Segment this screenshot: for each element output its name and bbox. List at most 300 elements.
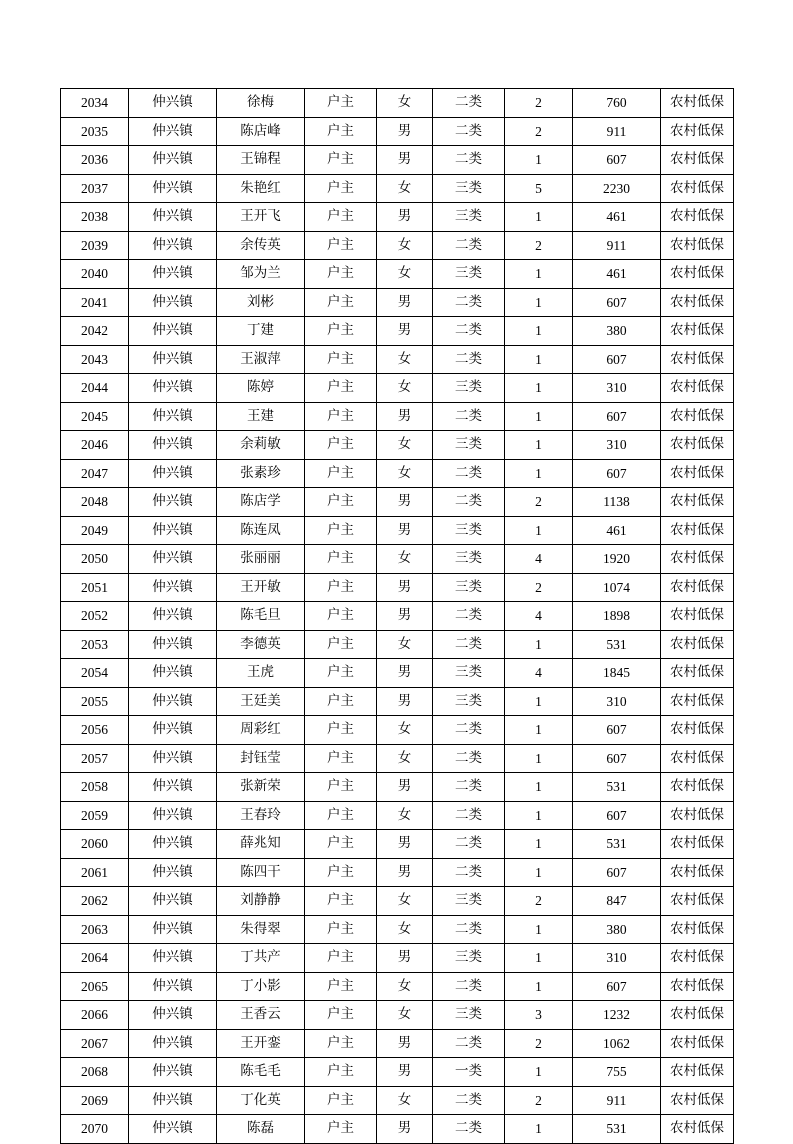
cell-relation: 户主 (305, 374, 377, 403)
cell-id: 2062 (61, 887, 129, 916)
cell-category: 二类 (433, 830, 505, 859)
cell-gender: 男 (377, 659, 433, 688)
cell-name: 陈四干 (217, 858, 305, 887)
cell-gender: 男 (377, 146, 433, 175)
cell-relation: 户主 (305, 317, 377, 346)
cell-id: 2052 (61, 602, 129, 631)
cell-id: 2069 (61, 1086, 129, 1115)
cell-name: 陈店学 (217, 488, 305, 517)
cell-category: 三类 (433, 944, 505, 973)
cell-amount: 607 (573, 744, 661, 773)
table-body (61, 89, 734, 1144)
cell-gender: 男 (377, 573, 433, 602)
cell-count: 4 (505, 602, 573, 631)
cell-town: 仲兴镇 (129, 602, 217, 631)
cell-amount: 607 (573, 801, 661, 830)
cell-category: 二类 (433, 972, 505, 1001)
table-row (61, 1001, 734, 1030)
cell-town: 仲兴镇 (129, 659, 217, 688)
cell-gender: 男 (377, 830, 433, 859)
cell-relation: 户主 (305, 659, 377, 688)
cell-gender: 女 (377, 231, 433, 260)
cell-gender: 女 (377, 89, 433, 118)
table-row (61, 1058, 734, 1087)
cell-id: 2046 (61, 431, 129, 460)
cell-type: 农村低保 (661, 459, 734, 488)
cell-name: 余传英 (217, 231, 305, 260)
cell-amount: 911 (573, 231, 661, 260)
cell-name: 丁共产 (217, 944, 305, 973)
cell-amount: 1062 (573, 1029, 661, 1058)
table-row (61, 516, 734, 545)
cell-name: 朱得翠 (217, 915, 305, 944)
cell-type: 农村低保 (661, 630, 734, 659)
cell-relation: 户主 (305, 1029, 377, 1058)
cell-name: 陈毛毛 (217, 1058, 305, 1087)
cell-gender: 女 (377, 744, 433, 773)
cell-id: 2066 (61, 1001, 129, 1030)
cell-count: 1 (505, 801, 573, 830)
cell-amount: 531 (573, 830, 661, 859)
cell-gender: 男 (377, 402, 433, 431)
cell-category: 二类 (433, 146, 505, 175)
cell-name: 王春玲 (217, 801, 305, 830)
cell-type: 农村低保 (661, 431, 734, 460)
cell-id: 2035 (61, 117, 129, 146)
cell-gender: 女 (377, 972, 433, 1001)
cell-count: 1 (505, 915, 573, 944)
table-row (61, 89, 734, 118)
cell-id: 2041 (61, 288, 129, 317)
cell-name: 陈婷 (217, 374, 305, 403)
cell-amount: 1845 (573, 659, 661, 688)
cell-town: 仲兴镇 (129, 630, 217, 659)
table-row (61, 1086, 734, 1115)
cell-count: 2 (505, 1086, 573, 1115)
cell-relation: 户主 (305, 459, 377, 488)
cell-town: 仲兴镇 (129, 1115, 217, 1144)
cell-name: 陈毛旦 (217, 602, 305, 631)
cell-category: 二类 (433, 630, 505, 659)
cell-amount: 911 (573, 1086, 661, 1115)
cell-id: 2049 (61, 516, 129, 545)
cell-relation: 户主 (305, 801, 377, 830)
cell-type: 农村低保 (661, 1001, 734, 1030)
cell-relation: 户主 (305, 744, 377, 773)
table-row (61, 659, 734, 688)
cell-type: 农村低保 (661, 89, 734, 118)
cell-category: 三类 (433, 545, 505, 574)
cell-id: 2034 (61, 89, 129, 118)
cell-count: 1 (505, 317, 573, 346)
cell-id: 2047 (61, 459, 129, 488)
cell-relation: 户主 (305, 944, 377, 973)
cell-gender: 女 (377, 174, 433, 203)
cell-count: 4 (505, 659, 573, 688)
cell-type: 农村低保 (661, 117, 734, 146)
cell-relation: 户主 (305, 488, 377, 517)
cell-id: 2053 (61, 630, 129, 659)
cell-type: 农村低保 (661, 260, 734, 289)
cell-type: 农村低保 (661, 887, 734, 916)
table-row (61, 231, 734, 260)
cell-gender: 男 (377, 1029, 433, 1058)
cell-name: 王开飞 (217, 203, 305, 232)
cell-amount: 310 (573, 944, 661, 973)
cell-relation: 户主 (305, 1058, 377, 1087)
cell-count: 1 (505, 1058, 573, 1087)
table-row (61, 602, 734, 631)
cell-gender: 男 (377, 602, 433, 631)
cell-town: 仲兴镇 (129, 260, 217, 289)
cell-relation: 户主 (305, 1086, 377, 1115)
cell-count: 1 (505, 345, 573, 374)
cell-amount: 1920 (573, 545, 661, 574)
cell-id: 2055 (61, 687, 129, 716)
cell-gender: 女 (377, 1001, 433, 1030)
cell-category: 二类 (433, 744, 505, 773)
cell-type: 农村低保 (661, 374, 734, 403)
cell-type: 农村低保 (661, 830, 734, 859)
table-row (61, 1115, 734, 1144)
cell-amount: 461 (573, 260, 661, 289)
cell-relation: 户主 (305, 345, 377, 374)
table-row (61, 744, 734, 773)
cell-category: 三类 (433, 516, 505, 545)
cell-id: 2050 (61, 545, 129, 574)
cell-category: 二类 (433, 602, 505, 631)
cell-relation: 户主 (305, 887, 377, 916)
table-row (61, 374, 734, 403)
cell-town: 仲兴镇 (129, 573, 217, 602)
cell-town: 仲兴镇 (129, 1001, 217, 1030)
cell-category: 二类 (433, 801, 505, 830)
cell-category: 三类 (433, 374, 505, 403)
cell-type: 农村低保 (661, 402, 734, 431)
cell-amount: 1232 (573, 1001, 661, 1030)
cell-relation: 户主 (305, 830, 377, 859)
cell-amount: 607 (573, 402, 661, 431)
cell-town: 仲兴镇 (129, 288, 217, 317)
cell-count: 1 (505, 516, 573, 545)
cell-amount: 380 (573, 317, 661, 346)
cell-type: 农村低保 (661, 231, 734, 260)
cell-name: 朱艳红 (217, 174, 305, 203)
cell-town: 仲兴镇 (129, 773, 217, 802)
cell-town: 仲兴镇 (129, 488, 217, 517)
cell-count: 1 (505, 944, 573, 973)
cell-count: 1 (505, 716, 573, 745)
cell-type: 农村低保 (661, 858, 734, 887)
cell-type: 农村低保 (661, 1058, 734, 1087)
cell-count: 1 (505, 459, 573, 488)
cell-town: 仲兴镇 (129, 402, 217, 431)
cell-type: 农村低保 (661, 488, 734, 517)
cell-town: 仲兴镇 (129, 887, 217, 916)
cell-gender: 女 (377, 374, 433, 403)
cell-id: 2067 (61, 1029, 129, 1058)
table-row (61, 830, 734, 859)
cell-town: 仲兴镇 (129, 1058, 217, 1087)
cell-relation: 户主 (305, 260, 377, 289)
table-row (61, 146, 734, 175)
table-row (61, 773, 734, 802)
cell-relation: 户主 (305, 89, 377, 118)
cell-gender: 女 (377, 345, 433, 374)
cell-category: 一类 (433, 1058, 505, 1087)
cell-name: 周彩红 (217, 716, 305, 745)
cell-amount: 380 (573, 915, 661, 944)
cell-count: 1 (505, 744, 573, 773)
cell-count: 1 (505, 630, 573, 659)
cell-relation: 户主 (305, 516, 377, 545)
cell-count: 1 (505, 402, 573, 431)
cell-name: 张新荣 (217, 773, 305, 802)
cell-category: 二类 (433, 317, 505, 346)
cell-gender: 女 (377, 459, 433, 488)
table-row (61, 288, 734, 317)
cell-type: 农村低保 (661, 744, 734, 773)
cell-amount: 607 (573, 459, 661, 488)
cell-relation: 户主 (305, 972, 377, 1001)
cell-name: 徐梅 (217, 89, 305, 118)
cell-count: 1 (505, 858, 573, 887)
cell-count: 1 (505, 431, 573, 460)
cell-relation: 户主 (305, 858, 377, 887)
cell-relation: 户主 (305, 630, 377, 659)
cell-town: 仲兴镇 (129, 858, 217, 887)
beneficiary-table (60, 88, 734, 1144)
cell-count: 4 (505, 545, 573, 574)
table-row (61, 887, 734, 916)
cell-town: 仲兴镇 (129, 1029, 217, 1058)
cell-type: 农村低保 (661, 972, 734, 1001)
cell-relation: 户主 (305, 231, 377, 260)
cell-gender: 女 (377, 260, 433, 289)
cell-type: 农村低保 (661, 545, 734, 574)
cell-relation: 户主 (305, 174, 377, 203)
cell-count: 1 (505, 687, 573, 716)
table-row (61, 687, 734, 716)
cell-name: 封钰莹 (217, 744, 305, 773)
cell-name: 陈连凤 (217, 516, 305, 545)
table-row (61, 858, 734, 887)
cell-id: 2060 (61, 830, 129, 859)
cell-town: 仲兴镇 (129, 972, 217, 1001)
cell-gender: 女 (377, 887, 433, 916)
cell-count: 1 (505, 773, 573, 802)
cell-gender: 男 (377, 1058, 433, 1087)
table-row (61, 488, 734, 517)
cell-name: 薛兆知 (217, 830, 305, 859)
cell-type: 农村低保 (661, 345, 734, 374)
cell-amount: 1138 (573, 488, 661, 517)
cell-amount: 760 (573, 89, 661, 118)
cell-amount: 310 (573, 374, 661, 403)
cell-relation: 户主 (305, 288, 377, 317)
cell-relation: 户主 (305, 431, 377, 460)
cell-amount: 755 (573, 1058, 661, 1087)
cell-town: 仲兴镇 (129, 345, 217, 374)
cell-gender: 女 (377, 545, 433, 574)
cell-count: 1 (505, 288, 573, 317)
cell-amount: 607 (573, 858, 661, 887)
cell-town: 仲兴镇 (129, 687, 217, 716)
table-row (61, 117, 734, 146)
cell-type: 农村低保 (661, 146, 734, 175)
cell-name: 刘静静 (217, 887, 305, 916)
table-row (61, 716, 734, 745)
cell-count: 2 (505, 887, 573, 916)
cell-category: 二类 (433, 858, 505, 887)
cell-relation: 户主 (305, 773, 377, 802)
cell-town: 仲兴镇 (129, 545, 217, 574)
cell-relation: 户主 (305, 915, 377, 944)
cell-category: 二类 (433, 716, 505, 745)
cell-category: 二类 (433, 915, 505, 944)
cell-type: 农村低保 (661, 659, 734, 688)
cell-id: 2042 (61, 317, 129, 346)
cell-category: 三类 (433, 887, 505, 916)
cell-id: 2036 (61, 146, 129, 175)
cell-relation: 户主 (305, 203, 377, 232)
cell-name: 王廷美 (217, 687, 305, 716)
table-row (61, 545, 734, 574)
cell-amount: 1898 (573, 602, 661, 631)
cell-gender: 男 (377, 858, 433, 887)
cell-name: 丁建 (217, 317, 305, 346)
cell-category: 二类 (433, 488, 505, 517)
table-row (61, 345, 734, 374)
cell-id: 2059 (61, 801, 129, 830)
cell-town: 仲兴镇 (129, 146, 217, 175)
cell-name: 丁化英 (217, 1086, 305, 1115)
cell-town: 仲兴镇 (129, 915, 217, 944)
cell-town: 仲兴镇 (129, 231, 217, 260)
cell-relation: 户主 (305, 602, 377, 631)
table-row (61, 431, 734, 460)
cell-count: 1 (505, 972, 573, 1001)
cell-id: 2054 (61, 659, 129, 688)
cell-id: 2048 (61, 488, 129, 517)
cell-town: 仲兴镇 (129, 459, 217, 488)
cell-id: 2056 (61, 716, 129, 745)
cell-town: 仲兴镇 (129, 516, 217, 545)
cell-relation: 户主 (305, 716, 377, 745)
cell-category: 二类 (433, 773, 505, 802)
cell-name: 王开銮 (217, 1029, 305, 1058)
cell-type: 农村低保 (661, 288, 734, 317)
table-row (61, 801, 734, 830)
cell-name: 刘彬 (217, 288, 305, 317)
cell-town: 仲兴镇 (129, 374, 217, 403)
cell-type: 农村低保 (661, 773, 734, 802)
cell-gender: 男 (377, 117, 433, 146)
cell-count: 2 (505, 117, 573, 146)
cell-category: 三类 (433, 687, 505, 716)
cell-category: 二类 (433, 1086, 505, 1115)
cell-id: 2037 (61, 174, 129, 203)
cell-category: 三类 (433, 260, 505, 289)
cell-amount: 607 (573, 146, 661, 175)
cell-count: 2 (505, 1029, 573, 1058)
cell-amount: 607 (573, 345, 661, 374)
cell-amount: 607 (573, 288, 661, 317)
table-row (61, 944, 734, 973)
cell-name: 王香云 (217, 1001, 305, 1030)
cell-amount: 1074 (573, 573, 661, 602)
cell-gender: 男 (377, 288, 433, 317)
table-row (61, 402, 734, 431)
cell-amount: 531 (573, 1115, 661, 1144)
cell-id: 2038 (61, 203, 129, 232)
cell-town: 仲兴镇 (129, 801, 217, 830)
cell-id: 2063 (61, 915, 129, 944)
cell-type: 农村低保 (661, 687, 734, 716)
cell-count: 2 (505, 231, 573, 260)
cell-name: 余莉敏 (217, 431, 305, 460)
cell-name: 陈店峰 (217, 117, 305, 146)
cell-name: 王建 (217, 402, 305, 431)
table-row (61, 972, 734, 1001)
cell-id: 2064 (61, 944, 129, 973)
cell-id: 2043 (61, 345, 129, 374)
cell-category: 二类 (433, 89, 505, 118)
cell-town: 仲兴镇 (129, 117, 217, 146)
cell-type: 农村低保 (661, 716, 734, 745)
cell-gender: 男 (377, 773, 433, 802)
cell-type: 农村低保 (661, 915, 734, 944)
cell-town: 仲兴镇 (129, 944, 217, 973)
cell-category: 二类 (433, 402, 505, 431)
cell-name: 李德英 (217, 630, 305, 659)
cell-amount: 461 (573, 516, 661, 545)
cell-gender: 男 (377, 488, 433, 517)
cell-gender: 女 (377, 716, 433, 745)
cell-id: 2040 (61, 260, 129, 289)
cell-id: 2051 (61, 573, 129, 602)
cell-count: 3 (505, 1001, 573, 1030)
cell-type: 农村低保 (661, 602, 734, 631)
cell-gender: 男 (377, 516, 433, 545)
table-row (61, 174, 734, 203)
cell-id: 2065 (61, 972, 129, 1001)
cell-count: 1 (505, 203, 573, 232)
cell-name: 张丽丽 (217, 545, 305, 574)
cell-type: 农村低保 (661, 573, 734, 602)
cell-category: 二类 (433, 345, 505, 374)
cell-id: 2045 (61, 402, 129, 431)
cell-category: 三类 (433, 659, 505, 688)
cell-category: 二类 (433, 117, 505, 146)
cell-name: 王锦程 (217, 146, 305, 175)
cell-amount: 310 (573, 687, 661, 716)
table-row (61, 459, 734, 488)
cell-amount: 310 (573, 431, 661, 460)
table-row (61, 260, 734, 289)
cell-count: 2 (505, 488, 573, 517)
cell-relation: 户主 (305, 573, 377, 602)
cell-relation: 户主 (305, 146, 377, 175)
cell-amount: 847 (573, 887, 661, 916)
cell-count: 1 (505, 830, 573, 859)
cell-type: 农村低保 (661, 801, 734, 830)
cell-amount: 531 (573, 630, 661, 659)
table-row (61, 630, 734, 659)
cell-amount: 531 (573, 773, 661, 802)
cell-relation: 户主 (305, 1115, 377, 1144)
cell-amount: 461 (573, 203, 661, 232)
